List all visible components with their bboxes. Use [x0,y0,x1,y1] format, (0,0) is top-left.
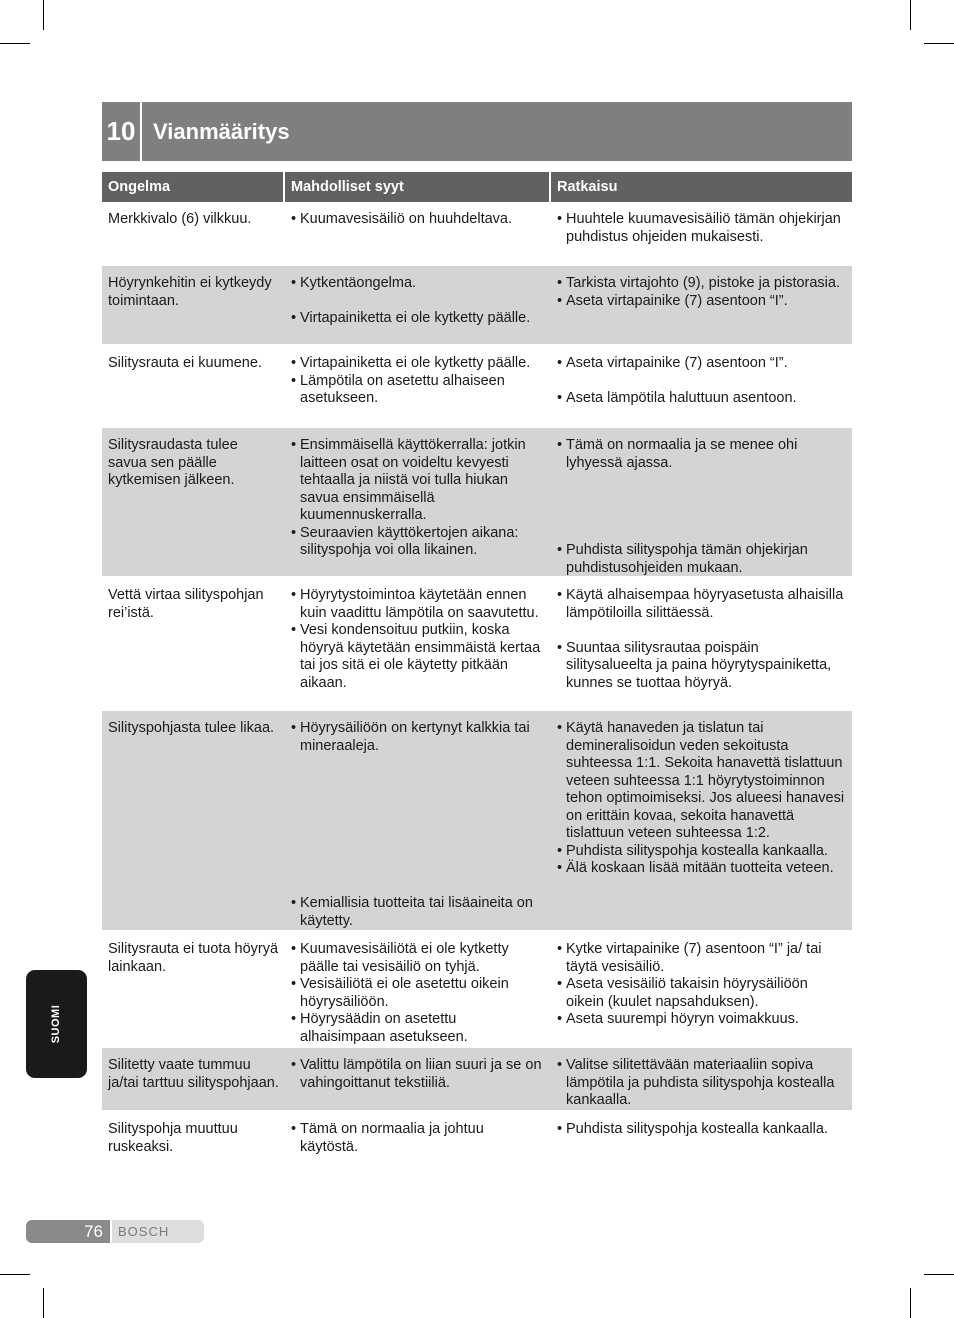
bullet-item: • Puhdista silityspohja tämän ohjekirjan puhdistusohjeiden mukaan. [557,542,848,577]
crop-mark [910,0,911,30]
cause-cell [285,578,549,709]
table-row [102,346,852,426]
bullet-item: • Älä koskaan lisää mitään tuotteita veteen. [557,860,848,878]
solution-cell [551,711,852,930]
bullet-item: • Käytä alhaisempaa höyryasetusta alhaisilla lämpötiloilla silittäessä. [557,587,848,622]
crop-mark [924,1274,954,1275]
solution-cell [551,428,852,576]
page-footer [26,1220,204,1243]
cause-cell [285,202,549,264]
cause-cell [285,1048,549,1110]
bullet-item: • Aseta lämpötila haluttuun asentoon. [557,390,848,408]
solution-cell [551,578,852,709]
bullet-item: • Suuntaa silitysrautaa poispäin silitysalueelta ja paina höyrytyspainiketta, kunnes se tuottaa höyryä. [557,640,848,693]
column-header-causes: Mahdolliset syyt [285,172,549,202]
table-row [102,1048,852,1110]
bullet-item: • Puhdista silityspohja kostealla kankaalla. [557,843,848,861]
table-row [102,578,852,709]
problem-cell: Silitysraudasta tulee savua sen päälle kytkemisen jälkeen. [108,437,238,488]
crop-mark [43,0,44,30]
cause-cell [285,1112,549,1162]
problem-cell: Silityspohja muuttuu ruskeaksi. [108,1121,238,1155]
crop-mark [0,43,30,44]
bullet-item: • Virtapainiketta ei ole kytketty päälle. [291,355,545,373]
table-header-row [102,172,852,202]
bullet-item: • Höyrysäiliöön on kertynyt kalkkia tai mineraaleja. [291,720,545,755]
section-number: 10 [102,102,142,161]
bullet-item: • Puhdista silityspohja kostealla kankaalla. [557,1121,848,1139]
language-tab [26,970,87,1078]
troubleshooting-table [102,172,852,1162]
bullet-item: • Vesi kondensoituu putkiin, koska höyryä käytetään ensimmäistä kertaa tai jos sitä ei ole käytetty pitkään aikaan. [291,622,545,692]
bullet-item: • Kuumavesisäiliö on huuhdeltava. [291,211,545,229]
table-row [102,711,852,930]
bullet-item: • Virtapainiketta ei ole kytketty päälle. [291,310,545,328]
bullet-item: • Aseta vesisäiliö takaisin höyrysäiliöön oikein (kuulet napsahduksen). [557,976,848,1011]
crop-mark [0,1274,30,1275]
bullet-item: • Höyrytystoimintoa käytetään ennen kuin vaadittu lämpötila on saavutettu. [291,587,545,622]
bullet-item: • Valitse silitettävään materiaaliin sopiva lämpötila ja puhdista silityspohja kostealla kankaalla. [557,1057,848,1110]
problem-cell: Silitetty vaate tummuu ja/tai tarttuu silityspohjaan. [108,1057,279,1091]
solution-cell [551,1112,852,1162]
table-body [102,202,852,1162]
solution-cell [551,346,852,426]
bullet-item: • Seuraavien käyttökertojen aikana: silityspohja voi olla likainen. [291,525,545,560]
crop-mark [910,1288,911,1318]
problem-cell: Silityspohjasta tulee likaa. [108,720,275,736]
bullet-item: • Valittu lämpötila on liian suuri ja se on vahingoittanut tekstiiliä. [291,1057,545,1092]
crop-mark [924,43,954,44]
bullet-item: • Aseta virtapainike (7) asentoon “I”. [557,293,848,311]
problem-cell: Silitysrauta ei kuumene. [108,355,262,371]
section-header [102,102,852,161]
problem-cell: Merkkivalo (6) vilkkuu. [108,211,252,227]
bullet-item: • Ensimmäisellä käyttökerralla: jotkin laitteen osat on voideltu kevyesti tehtaalla ja niistä voi tulla hiukan savua ensimmäisellä kuumennuskerralla. [291,437,545,525]
solution-cell [551,266,852,344]
cause-cell [285,346,549,426]
table-row [102,202,852,264]
column-header-problem: Ongelma [102,172,283,202]
bullet-item: • Aseta virtapainike (7) asentoon “I”. [557,355,848,373]
bullet-item: • Kytkentäongelma. [291,275,545,293]
table-row [102,1112,852,1162]
cause-cell [285,711,549,930]
bullet-item: • Huuhtele kuumavesisäiliö tämän ohjekirjan puhdistus ohjeiden mukaisesti. [557,211,848,246]
brand-name: BOSCH [112,1220,204,1243]
bullet-item: • Aseta suurempi höyryn voimakkuus. [557,1011,848,1029]
bullet-item: • Kytke virtapainike (7) asentoon “I” ja/ tai täytä vesisäiliö. [557,941,848,976]
cause-cell [285,932,549,1046]
section-title: Vianmääritys [153,118,290,144]
language-tab-label: SUOMI [50,1004,62,1044]
problem-cell: Silitysrauta ei tuota höyryä lainkaan. [108,941,279,975]
crop-mark [43,1288,44,1318]
bullet-item: • Lämpötila on asetettu alhaiseen asetukseen. [291,373,545,408]
table-row [102,266,852,344]
bullet-item: • Tarkista virtajohto (9), pistoke ja pistorasia. [557,275,848,293]
cause-cell [285,428,549,576]
solution-cell [551,1048,852,1110]
problem-cell: Vettä virtaa silityspohjan rei’istä. [108,587,264,621]
cause-cell [285,266,549,344]
table-row [102,932,852,1046]
bullet-item: • Käytä hanaveden ja tislatun tai demineralisoidun veden sekoitusta suhteessa 1:1. Sekoita hanavettä tislattuun veteen suhteessa 1:1 höyrytystoiminnon tehon optimoimiseksi. Jos alueesi hanavesi on erittäin kovaa, sekoita hanavettä tislattuun veteen suhteessa 1:2. [557,720,848,843]
bullet-item: • Tämä on normaalia ja se menee ohi lyhyessä ajassa. [557,437,848,472]
bullet-item: • Kuumavesisäiliötä ei ole kytketty päälle tai vesisäiliö on tyhjä. [291,941,545,976]
bullet-item: • Tämä on normaalia ja johtuu käytöstä. [291,1121,545,1156]
table-row [102,428,852,576]
page-number: 76 [26,1220,110,1243]
bullet-item: • Höyrysäädin on asetettu alhaisimpaan asetukseen. [291,1011,545,1046]
solution-cell [551,202,852,264]
bullet-item: • Vesisäiliötä ei ole asetettu oikein höyrysäiliöön. [291,976,545,1011]
problem-cell: Höyrynkehitin ei kytkeydy toimintaan. [108,275,272,309]
solution-cell [551,932,852,1046]
column-header-solutions: Ratkaisu [551,172,852,202]
bullet-item: • Kemiallisia tuotteita tai lisäaineita on käytetty. [291,895,545,930]
